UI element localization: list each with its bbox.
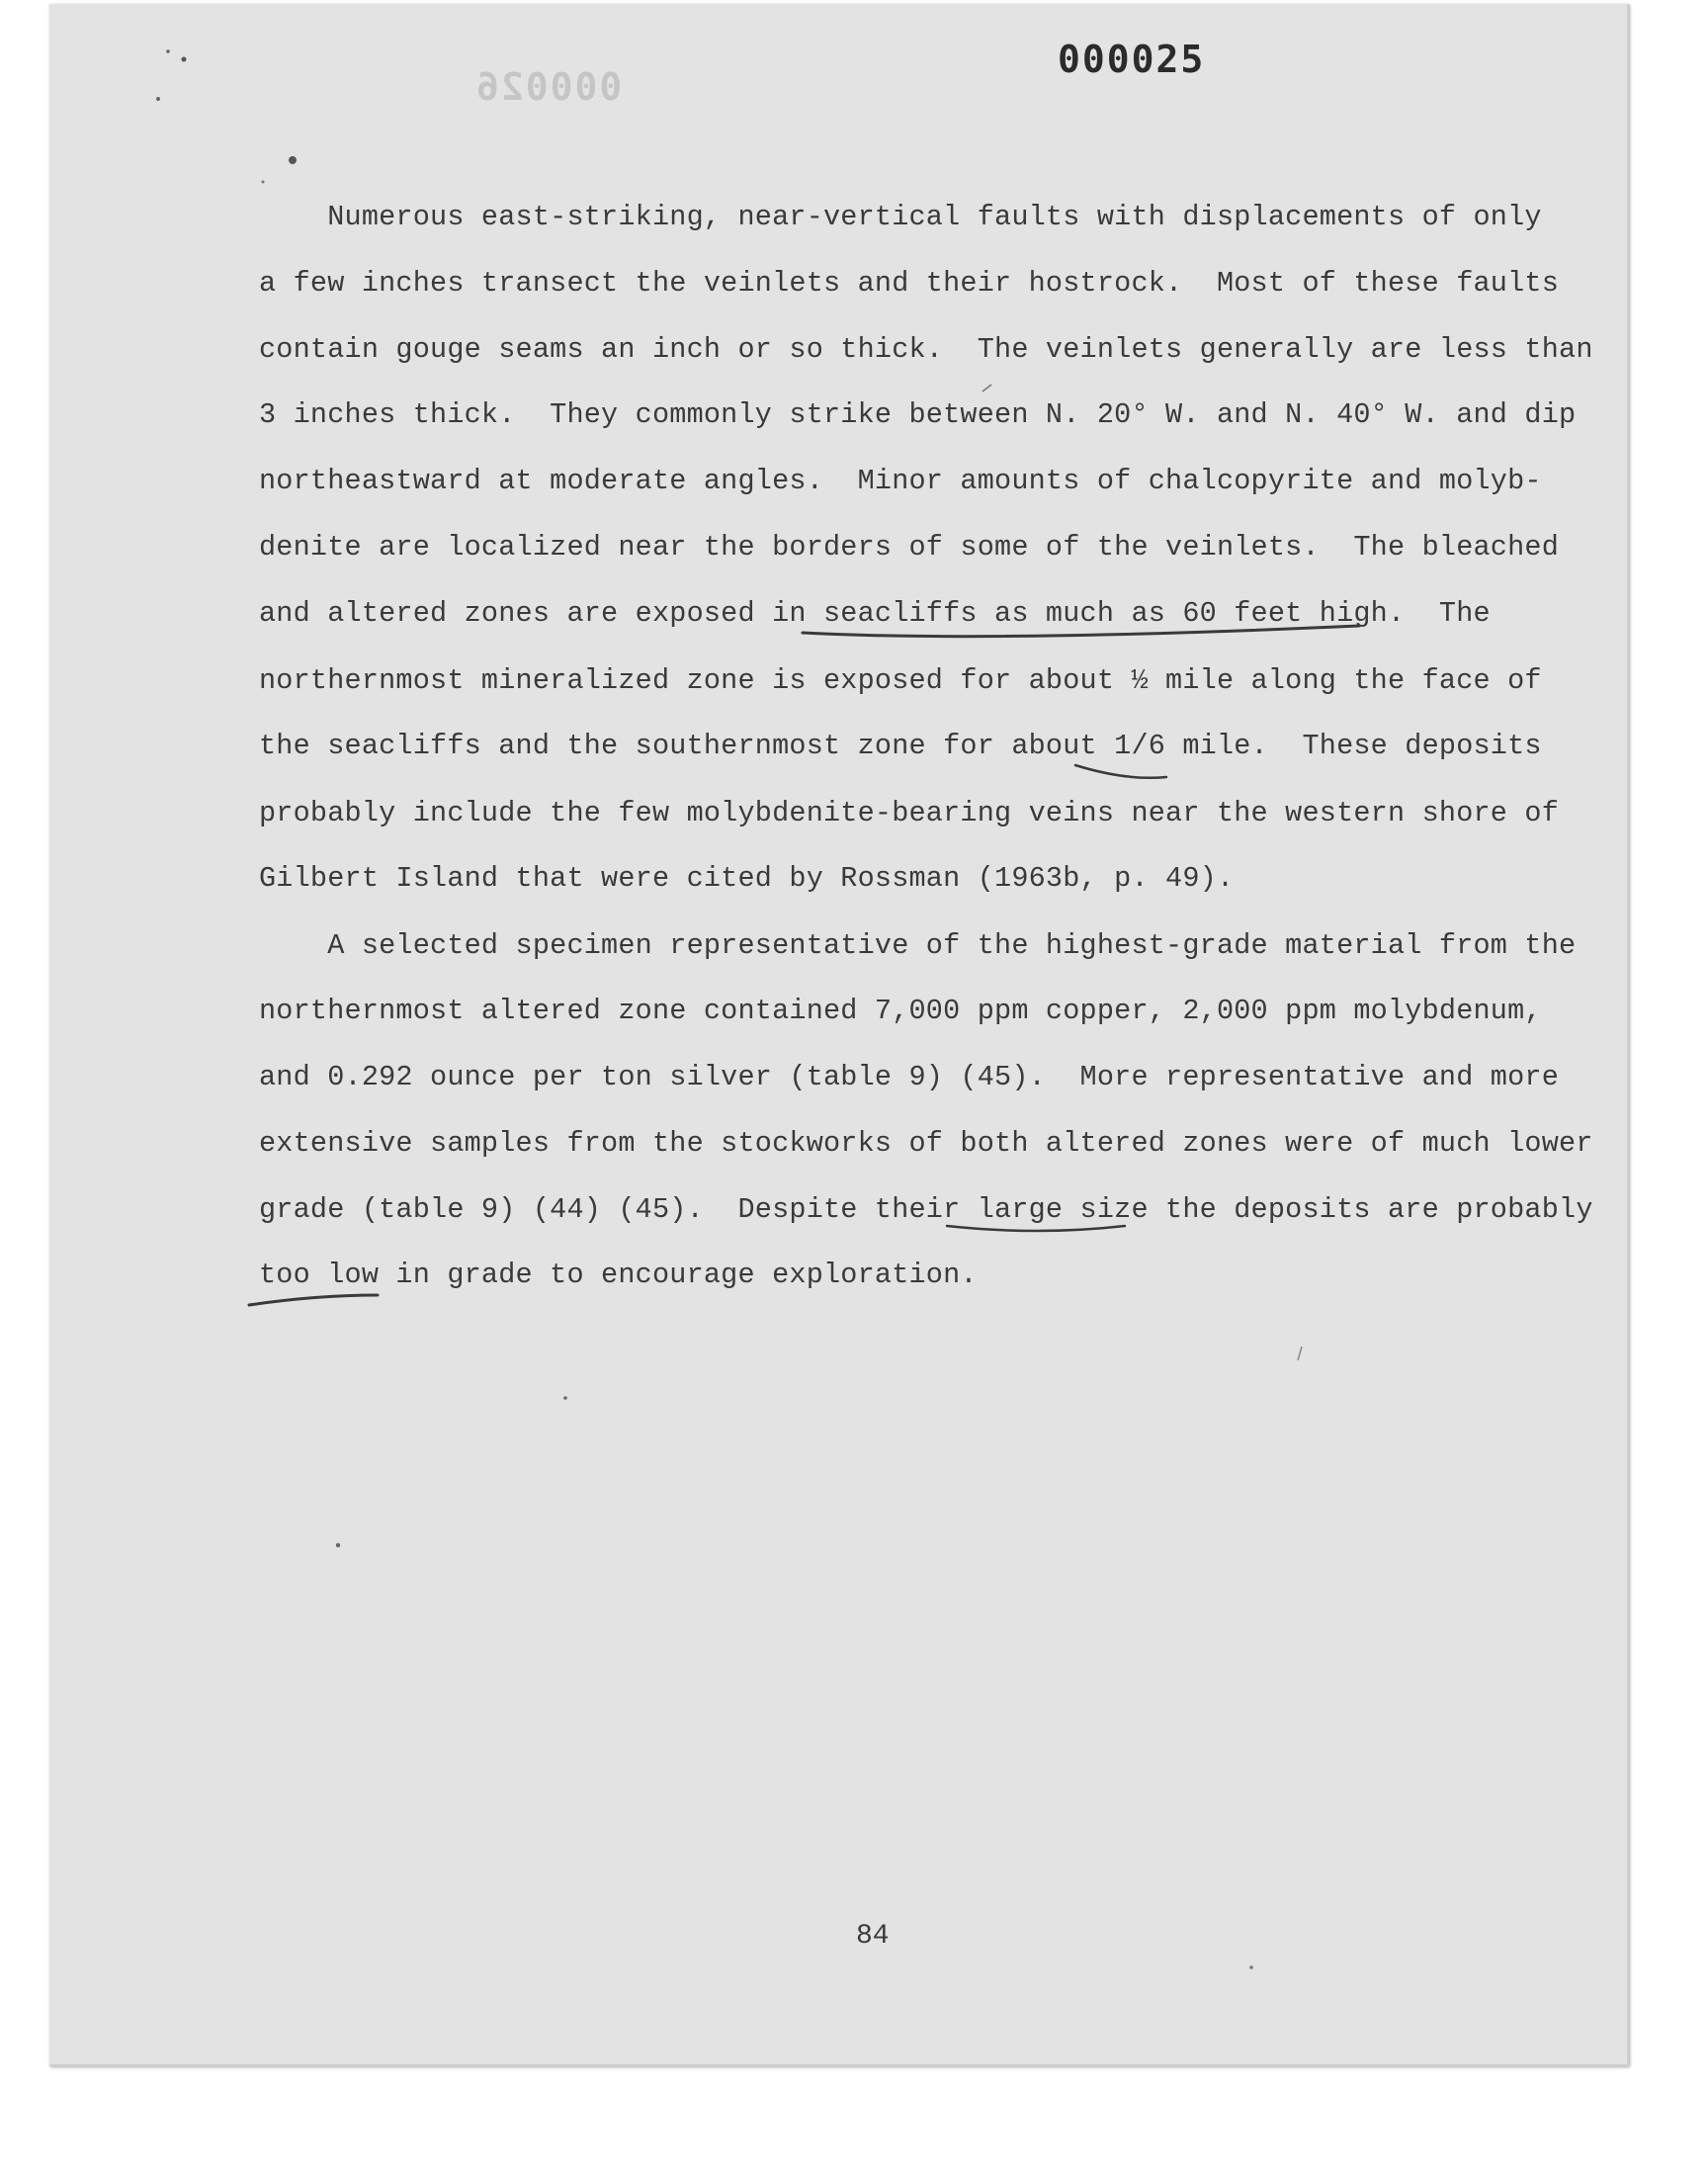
body-line: grade (table 9) (44) (45). Despite their large size the deposits are probably bbox=[259, 1193, 1593, 1226]
document-page bbox=[49, 4, 1629, 2066]
body-line: and altered zones are exposed in seacliffs as much as 60 feet high. The bbox=[259, 597, 1491, 630]
body-line: northeastward at moderate angles. Minor amounts of chalcopyrite and molyb- bbox=[259, 465, 1542, 497]
body-line: 3 inches thick. They commonly strike between N. 20° W. and N. 40° W. and dip bbox=[259, 398, 1577, 431]
document-number-stamp: 000025 bbox=[1058, 38, 1206, 81]
body-line: probably include the few molybdenite-bearing veins near the western shore of bbox=[259, 797, 1560, 829]
body-line: denite are localized near the borders of some of the veinlets. The bleached bbox=[259, 531, 1560, 564]
body-line: extensive samples from the stockworks of both altered zones were of much lower bbox=[259, 1127, 1593, 1160]
body-line: too low in grade to encourage exploration. bbox=[259, 1259, 978, 1291]
body-line: the seacliffs and the southernmost zone for about 1/6 mile. These deposits bbox=[259, 730, 1542, 762]
body-line: northernmost mineralized zone is exposed for about ½ mile along the face of bbox=[259, 664, 1542, 697]
body-line: and 0.292 ounce per ton silver (table 9) (45). More representative and more bbox=[259, 1061, 1560, 1093]
body-line: contain gouge seams an inch or so thick. The veinlets generally are less than bbox=[259, 333, 1593, 366]
body-line: A selected specimen representative of the highest-grade material from the bbox=[259, 929, 1577, 962]
body-line: Gilbert Island that were cited by Rossman (1963b, p. 49). bbox=[259, 862, 1235, 895]
body-line: a few inches transect the veinlets and their hostrock. Most of these faults bbox=[259, 267, 1560, 300]
body-line: northernmost altered zone contained 7,000 ppm copper, 2,000 ppm molybdenum, bbox=[259, 995, 1542, 1027]
bleed-through-stamp: 000026 bbox=[474, 65, 623, 109]
body-line: Numerous east-striking, near-vertical faults with displacements of only bbox=[259, 201, 1542, 233]
page-number: 84 bbox=[856, 1921, 890, 1952]
